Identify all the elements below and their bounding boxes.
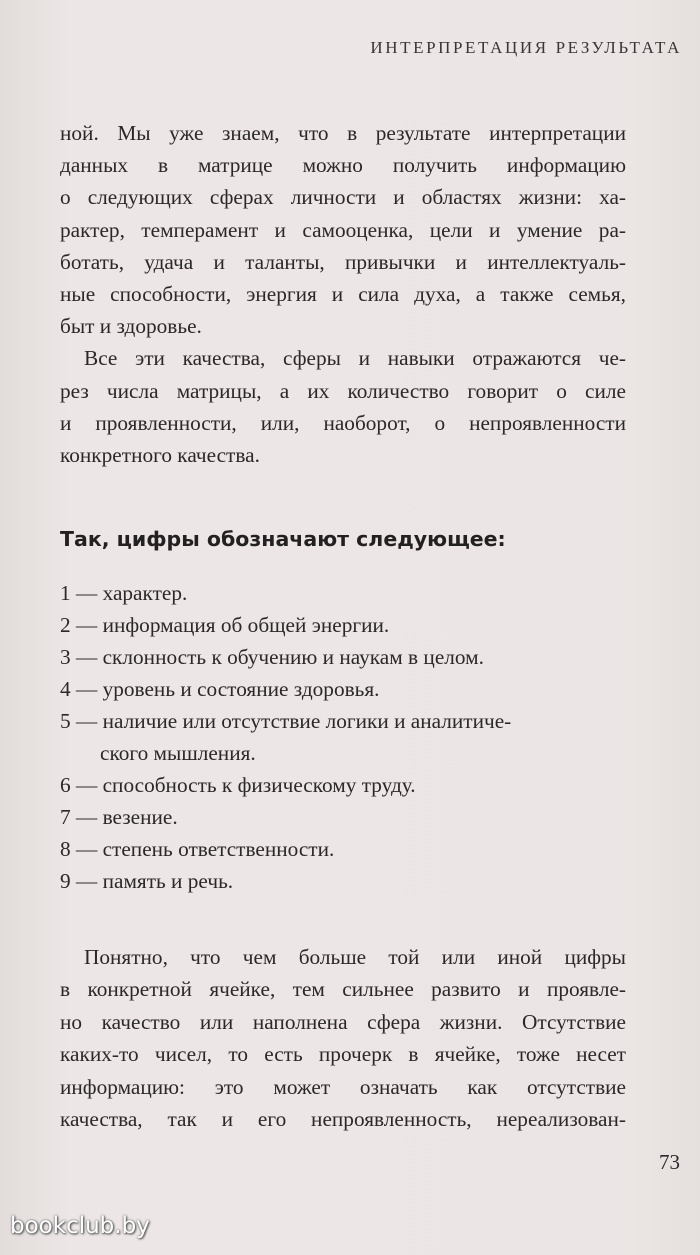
list-item-text: 4 — уровень и состояние здоровья. bbox=[60, 677, 380, 701]
text-line: быт и здоровье. bbox=[60, 314, 202, 339]
text-line: каких-то чисел, то есть прочерк в ячейке, тоже несет bbox=[60, 1042, 626, 1067]
list-item bbox=[60, 833, 626, 865]
paragraph-1 bbox=[60, 117, 626, 342]
list-item bbox=[60, 673, 626, 705]
text-line: рез числа матрицы, а их количество говорит о силе bbox=[60, 378, 626, 403]
list-item bbox=[60, 865, 626, 897]
list-item bbox=[60, 705, 626, 769]
list-item-text: 5 — наличие или отсутствие логики и аналитиче- bbox=[60, 709, 512, 733]
list-item bbox=[60, 577, 626, 609]
list-item-text: 9 — память и речь. bbox=[60, 869, 234, 893]
list-item-text: 2 — информация об общей энергии. bbox=[60, 613, 390, 637]
page-number: 73 bbox=[659, 1150, 680, 1174]
list-item bbox=[60, 769, 626, 801]
section-heading: Так, цифры обозначают следующее: bbox=[60, 527, 506, 551]
text-line: рактер, темперамент и самооценка, цели и умение ра- bbox=[60, 217, 626, 242]
list-item bbox=[60, 641, 626, 673]
running-head: ИНТЕРПРЕТАЦИЯ РЕЗУЛЬТАТА bbox=[370, 38, 682, 57]
list-item-text: 3 — склонность к обучению и наукам в целом. bbox=[60, 645, 484, 669]
list-item bbox=[60, 609, 626, 641]
paragraph-2 bbox=[60, 342, 626, 471]
text-line: конкретного качества. bbox=[60, 443, 260, 468]
text-line: в конкретной ячейке, тем сильнее развито и проявле- bbox=[60, 977, 626, 1002]
text-line: Понятно, что чем больше той или иной цифры bbox=[84, 945, 626, 969]
list-item-text: 6 — способность к физическому труду. bbox=[60, 773, 416, 797]
list-item-text: 1 — характер. bbox=[60, 581, 188, 605]
watermark: bookclub.by bbox=[10, 1213, 150, 1239]
list-item-continuation: ского мышления. bbox=[100, 741, 256, 765]
list-item bbox=[60, 801, 626, 833]
text-line: ботать, удача и таланты, привычки и интеллектуаль- bbox=[60, 249, 626, 274]
list-item-text: 8 — степень ответственности. bbox=[60, 837, 335, 861]
text-line: ной. Мы уже знаем, что в результате интерпретации bbox=[60, 121, 626, 145]
text-line: но качество или наполнена сфера жизни. Отсутствие bbox=[60, 1009, 626, 1034]
list-item-text: 7 — везение. bbox=[60, 805, 178, 829]
text-line: информацию: это может означать как отсутствие bbox=[60, 1074, 626, 1099]
text-line: качества, так и его непроявленность, нереализован- bbox=[60, 1107, 626, 1132]
text-line: ные способности, энергия и сила духа, а также семья, bbox=[60, 282, 626, 307]
digit-meaning-list bbox=[60, 577, 626, 897]
text-line: и проявленности, или, наоборот, о непроявленности bbox=[60, 410, 626, 435]
text-line: о следующих сферах личности и областях жизни: ха- bbox=[60, 185, 626, 210]
text-line: данных в матрице можно получить информацию bbox=[60, 153, 626, 178]
paragraph-3 bbox=[60, 941, 626, 1135]
text-block-top bbox=[60, 117, 626, 471]
text-line: Все эти качества, сферы и навыки отражаются че- bbox=[84, 346, 626, 371]
